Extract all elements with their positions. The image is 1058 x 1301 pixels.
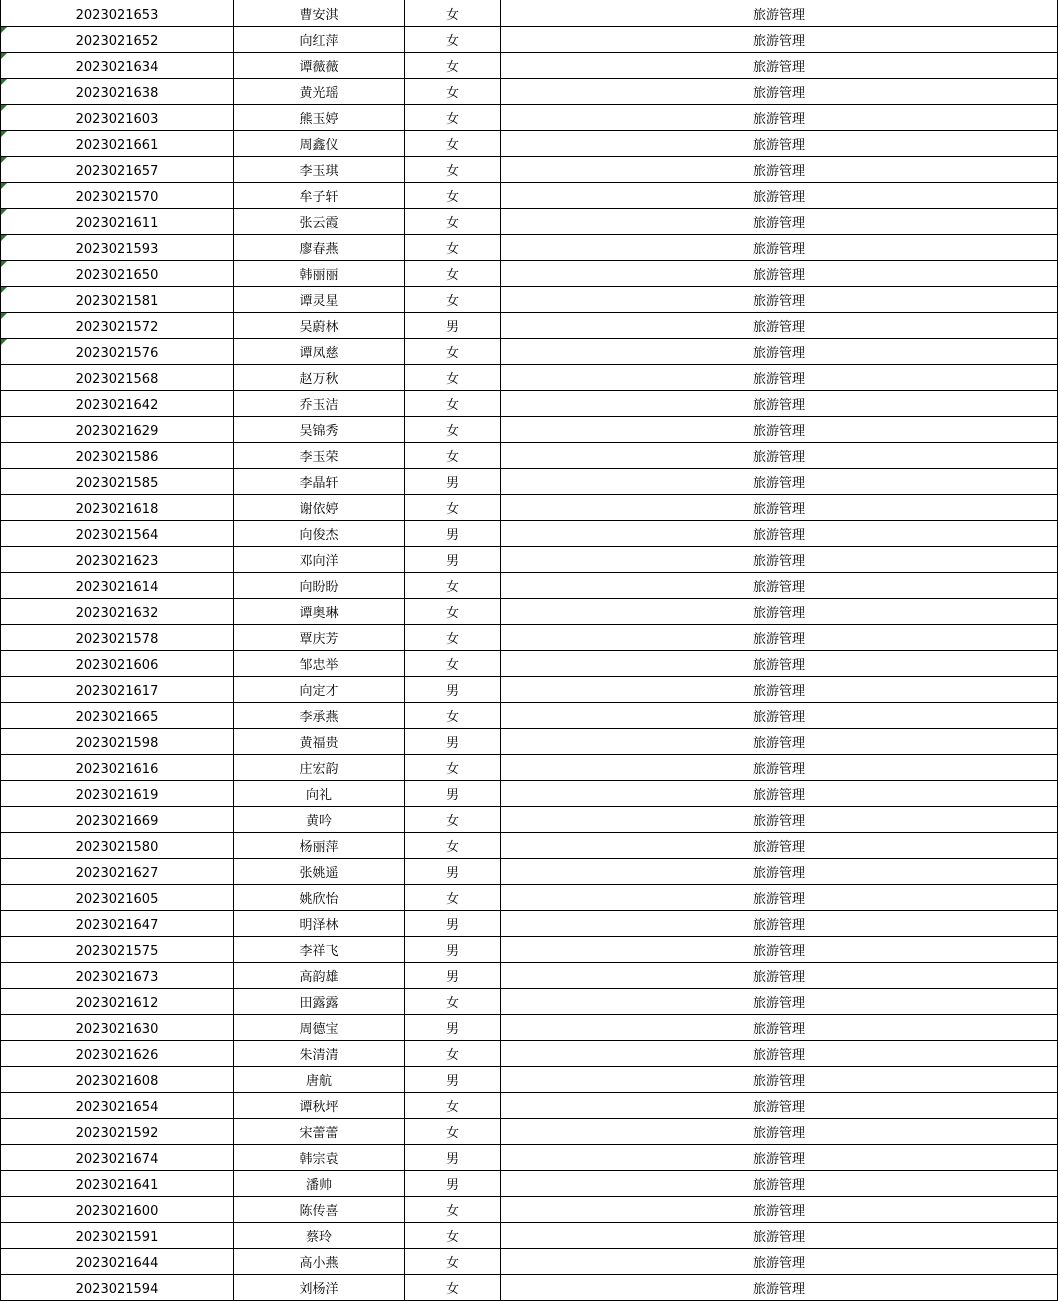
gender-cell[interactable]: 女 <box>405 1275 501 1301</box>
student-name-cell[interactable]: 李晶轩 <box>234 469 405 495</box>
student-id-cell[interactable]: 2023021647 <box>1 911 234 937</box>
gender-cell[interactable]: 女 <box>405 989 501 1015</box>
table-row <box>1 1223 1058 1249</box>
major-cell[interactable]: 旅游管理 <box>501 391 1058 417</box>
table-row <box>1 963 1058 989</box>
table-row <box>1 625 1058 651</box>
major-cell[interactable]: 旅游管理 <box>501 365 1058 391</box>
student-name-cell[interactable]: 廖春燕 <box>234 235 405 261</box>
student-id-cell[interactable]: 2023021580 <box>1 833 234 859</box>
gender-cell[interactable]: 女 <box>405 885 501 911</box>
gender-cell[interactable]: 女 <box>405 27 501 53</box>
table-row <box>1 261 1058 287</box>
gender-cell[interactable]: 女 <box>405 1223 501 1249</box>
table-row <box>1 885 1058 911</box>
major-cell[interactable]: 旅游管理 <box>501 651 1058 677</box>
major-cell[interactable]: 旅游管理 <box>501 0 1058 27</box>
major-cell[interactable]: 旅游管理 <box>501 1249 1058 1275</box>
student-name-cell[interactable]: 吴蔚林 <box>234 313 405 339</box>
student-id-cell[interactable]: 2023021618 <box>1 495 234 521</box>
student-id-cell[interactable]: 2023021572 <box>1 313 234 339</box>
major-cell[interactable]: 旅游管理 <box>501 261 1058 287</box>
gender-cell[interactable]: 男 <box>405 1067 501 1093</box>
student-id-cell[interactable]: 2023021594 <box>1 1275 234 1301</box>
major-cell[interactable]: 旅游管理 <box>501 937 1058 963</box>
student-name-cell[interactable]: 吴锦秀 <box>234 417 405 443</box>
student-id-cell[interactable]: 2023021608 <box>1 1067 234 1093</box>
major-cell[interactable]: 旅游管理 <box>501 573 1058 599</box>
student-id-cell[interactable]: 2023021657 <box>1 157 234 183</box>
major-cell[interactable]: 旅游管理 <box>501 1223 1058 1249</box>
table-row <box>1 365 1058 391</box>
major-cell[interactable]: 旅游管理 <box>501 27 1058 53</box>
table-row <box>1 1197 1058 1223</box>
student-name-cell[interactable]: 陈传喜 <box>234 1197 405 1223</box>
student-id-cell[interactable]: 2023021598 <box>1 729 234 755</box>
student-id-cell[interactable]: 2023021632 <box>1 599 234 625</box>
table-row <box>1 729 1058 755</box>
major-cell[interactable]: 旅游管理 <box>501 339 1058 365</box>
major-cell[interactable]: 旅游管理 <box>501 755 1058 781</box>
student-id-cell[interactable]: 2023021673 <box>1 963 234 989</box>
major-cell[interactable]: 旅游管理 <box>501 885 1058 911</box>
table-row <box>1 157 1058 183</box>
table-row <box>1 859 1058 885</box>
student-name-cell[interactable]: 周鑫仪 <box>234 131 405 157</box>
gender-cell[interactable]: 男 <box>405 937 501 963</box>
gender-cell[interactable]: 男 <box>405 729 501 755</box>
table-row <box>1 0 1058 27</box>
table-row <box>1 1093 1058 1119</box>
major-cell[interactable]: 旅游管理 <box>501 1041 1058 1067</box>
student-id-cell[interactable]: 2023021576 <box>1 339 234 365</box>
student-id-cell[interactable]: 2023021652 <box>1 27 234 53</box>
student-name-cell[interactable]: 赵万秋 <box>234 365 405 391</box>
student-id-cell[interactable]: 2023021611 <box>1 209 234 235</box>
student-name-cell[interactable]: 韩宗袁 <box>234 1145 405 1171</box>
major-cell[interactable]: 旅游管理 <box>501 1275 1058 1301</box>
major-cell[interactable]: 旅游管理 <box>501 989 1058 1015</box>
gender-cell[interactable]: 女 <box>405 339 501 365</box>
gender-cell[interactable]: 女 <box>405 391 501 417</box>
table-row <box>1 1171 1058 1197</box>
student-name-cell[interactable]: 熊玉婷 <box>234 105 405 131</box>
table-row <box>1 989 1058 1015</box>
student-name-cell[interactable]: 黄福贵 <box>234 729 405 755</box>
gender-cell[interactable]: 女 <box>405 495 501 521</box>
student-id-cell[interactable]: 2023021593 <box>1 235 234 261</box>
major-cell[interactable]: 旅游管理 <box>501 79 1058 105</box>
table-row <box>1 573 1058 599</box>
major-cell[interactable]: 旅游管理 <box>501 677 1058 703</box>
student-id-cell[interactable]: 2023021627 <box>1 859 234 885</box>
table-row <box>1 53 1058 79</box>
table-row <box>1 1275 1058 1301</box>
student-name-cell[interactable]: 向俊杰 <box>234 521 405 547</box>
table-row <box>1 911 1058 937</box>
major-cell[interactable]: 旅游管理 <box>501 313 1058 339</box>
student-id-cell[interactable]: 2023021617 <box>1 677 234 703</box>
student-id-cell[interactable]: 2023021654 <box>1 1093 234 1119</box>
student-name-cell[interactable]: 杨丽萍 <box>234 833 405 859</box>
major-cell[interactable]: 旅游管理 <box>501 157 1058 183</box>
table-row <box>1 521 1058 547</box>
table-row <box>1 131 1058 157</box>
table-row <box>1 1249 1058 1275</box>
gender-cell[interactable]: 男 <box>405 781 501 807</box>
student-name-cell[interactable]: 向礼 <box>234 781 405 807</box>
major-cell[interactable]: 旅游管理 <box>501 963 1058 989</box>
major-cell[interactable]: 旅游管理 <box>501 911 1058 937</box>
student-name-cell[interactable]: 韩丽丽 <box>234 261 405 287</box>
table-row <box>1 1015 1058 1041</box>
student-id-cell[interactable]: 2023021629 <box>1 417 234 443</box>
major-cell[interactable]: 旅游管理 <box>501 53 1058 79</box>
student-id-cell[interactable]: 2023021619 <box>1 781 234 807</box>
table-row <box>1 833 1058 859</box>
gender-cell[interactable]: 女 <box>405 209 501 235</box>
student-name-cell[interactable]: 庄宏韵 <box>234 755 405 781</box>
table-row <box>1 105 1058 131</box>
major-cell[interactable]: 旅游管理 <box>501 183 1058 209</box>
student-name-cell[interactable]: 高小燕 <box>234 1249 405 1275</box>
student-id-cell[interactable]: 2023021603 <box>1 105 234 131</box>
student-name-cell[interactable]: 刘杨洋 <box>234 1275 405 1301</box>
gender-cell[interactable]: 女 <box>405 1093 501 1119</box>
student-name-cell[interactable]: 黄光瑶 <box>234 79 405 105</box>
table-row <box>1 1145 1058 1171</box>
gender-cell[interactable]: 女 <box>405 755 501 781</box>
major-cell[interactable]: 旅游管理 <box>501 781 1058 807</box>
student-name-cell[interactable]: 黄吟 <box>234 807 405 833</box>
major-cell[interactable]: 旅游管理 <box>501 1171 1058 1197</box>
student-name-cell[interactable]: 张云霞 <box>234 209 405 235</box>
gender-cell[interactable]: 男 <box>405 1145 501 1171</box>
table-row <box>1 79 1058 105</box>
gender-cell[interactable]: 女 <box>405 625 501 651</box>
table-row <box>1 1119 1058 1145</box>
major-cell[interactable]: 旅游管理 <box>501 859 1058 885</box>
table-row <box>1 235 1058 261</box>
major-cell[interactable]: 旅游管理 <box>501 703 1058 729</box>
gender-cell[interactable]: 女 <box>405 651 501 677</box>
table-row <box>1 443 1058 469</box>
student-name-cell[interactable]: 潘帅 <box>234 1171 405 1197</box>
student-id-cell[interactable]: 2023021614 <box>1 573 234 599</box>
gender-cell[interactable]: 男 <box>405 677 501 703</box>
table-row <box>1 209 1058 235</box>
student-name-cell[interactable]: 明泽林 <box>234 911 405 937</box>
major-cell[interactable]: 旅游管理 <box>501 209 1058 235</box>
table-row <box>1 547 1058 573</box>
student-name-cell[interactable]: 蔡玲 <box>234 1223 405 1249</box>
major-cell[interactable]: 旅游管理 <box>501 1067 1058 1093</box>
gender-cell[interactable]: 女 <box>405 235 501 261</box>
major-cell[interactable]: 旅游管理 <box>501 235 1058 261</box>
major-cell[interactable]: 旅游管理 <box>501 417 1058 443</box>
major-cell[interactable]: 旅游管理 <box>501 105 1058 131</box>
student-id-cell[interactable]: 2023021642 <box>1 391 234 417</box>
student-name-cell[interactable]: 张姚遥 <box>234 859 405 885</box>
table-row <box>1 417 1058 443</box>
student-id-cell[interactable]: 2023021568 <box>1 365 234 391</box>
major-cell[interactable]: 旅游管理 <box>501 287 1058 313</box>
student-id-cell[interactable]: 2023021564 <box>1 521 234 547</box>
gender-cell[interactable]: 女 <box>405 703 501 729</box>
major-cell[interactable]: 旅游管理 <box>501 443 1058 469</box>
table-row <box>1 469 1058 495</box>
student-name-cell[interactable]: 李承燕 <box>234 703 405 729</box>
student-id-cell[interactable]: 2023021586 <box>1 443 234 469</box>
gender-cell[interactable]: 男 <box>405 1015 501 1041</box>
gender-cell[interactable]: 男 <box>405 859 501 885</box>
major-cell[interactable]: 旅游管理 <box>501 495 1058 521</box>
gender-cell[interactable]: 女 <box>405 833 501 859</box>
major-cell[interactable]: 旅游管理 <box>501 625 1058 651</box>
table-row <box>1 937 1058 963</box>
student-name-cell[interactable]: 周德宝 <box>234 1015 405 1041</box>
student-id-cell[interactable]: 2023021665 <box>1 703 234 729</box>
gender-cell[interactable]: 女 <box>405 131 501 157</box>
student-id-cell[interactable]: 2023021585 <box>1 469 234 495</box>
student-id-cell[interactable]: 2023021626 <box>1 1041 234 1067</box>
table-row <box>1 807 1058 833</box>
student-name-cell[interactable]: 唐航 <box>234 1067 405 1093</box>
major-cell[interactable]: 旅游管理 <box>501 469 1058 495</box>
table-row <box>1 495 1058 521</box>
student-name-cell[interactable]: 宋蕾蕾 <box>234 1119 405 1145</box>
student-name-cell[interactable]: 谢依婷 <box>234 495 405 521</box>
student-name-cell[interactable]: 向定才 <box>234 677 405 703</box>
gender-cell[interactable]: 男 <box>405 1171 501 1197</box>
gender-cell[interactable]: 女 <box>405 443 501 469</box>
student-name-cell[interactable]: 邹忠举 <box>234 651 405 677</box>
gender-cell[interactable]: 女 <box>405 79 501 105</box>
student-name-cell[interactable]: 李玉荣 <box>234 443 405 469</box>
student-id-cell[interactable]: 2023021630 <box>1 1015 234 1041</box>
gender-cell[interactable]: 女 <box>405 365 501 391</box>
major-cell[interactable]: 旅游管理 <box>501 1119 1058 1145</box>
table-row <box>1 27 1058 53</box>
major-cell[interactable]: 旅游管理 <box>501 131 1058 157</box>
table-row <box>1 755 1058 781</box>
student-id-cell[interactable]: 2023021661 <box>1 131 234 157</box>
table-row <box>1 703 1058 729</box>
major-cell[interactable]: 旅游管理 <box>501 1015 1058 1041</box>
table-row <box>1 677 1058 703</box>
student-id-cell[interactable]: 2023021653 <box>1 0 234 27</box>
student-name-cell[interactable]: 谭薇薇 <box>234 53 405 79</box>
table-body <box>1 0 1058 1301</box>
student-id-cell[interactable]: 2023021578 <box>1 625 234 651</box>
student-name-cell[interactable]: 乔玉洁 <box>234 391 405 417</box>
table-row <box>1 651 1058 677</box>
student-id-cell[interactable]: 2023021644 <box>1 1249 234 1275</box>
gender-cell[interactable]: 女 <box>405 261 501 287</box>
gender-cell[interactable]: 女 <box>405 417 501 443</box>
student-id-cell[interactable]: 2023021623 <box>1 547 234 573</box>
table-row <box>1 313 1058 339</box>
student-name-cell[interactable]: 李祥飞 <box>234 937 405 963</box>
student-id-cell[interactable]: 2023021641 <box>1 1171 234 1197</box>
student-name-cell[interactable]: 谭秋坪 <box>234 1093 405 1119</box>
student-id-cell[interactable]: 2023021600 <box>1 1197 234 1223</box>
student-id-cell[interactable]: 2023021605 <box>1 885 234 911</box>
gender-cell[interactable]: 女 <box>405 287 501 313</box>
gender-cell[interactable]: 女 <box>405 599 501 625</box>
major-cell[interactable]: 旅游管理 <box>501 1145 1058 1171</box>
student-id-cell[interactable]: 2023021669 <box>1 807 234 833</box>
student-name-cell[interactable]: 谭奥琳 <box>234 599 405 625</box>
gender-cell[interactable]: 女 <box>405 807 501 833</box>
gender-cell[interactable]: 男 <box>405 963 501 989</box>
student-id-cell[interactable]: 2023021581 <box>1 287 234 313</box>
student-id-cell[interactable]: 2023021634 <box>1 53 234 79</box>
student-name-cell[interactable]: 覃庆芳 <box>234 625 405 651</box>
gender-cell[interactable]: 男 <box>405 313 501 339</box>
gender-cell[interactable]: 女 <box>405 105 501 131</box>
gender-cell[interactable]: 男 <box>405 469 501 495</box>
gender-cell[interactable]: 女 <box>405 1119 501 1145</box>
table-row <box>1 183 1058 209</box>
student-name-cell[interactable]: 牟子轩 <box>234 183 405 209</box>
student-id-cell[interactable]: 2023021612 <box>1 989 234 1015</box>
student-id-cell[interactable]: 2023021591 <box>1 1223 234 1249</box>
table-row <box>1 781 1058 807</box>
table-row <box>1 1041 1058 1067</box>
gender-cell[interactable]: 女 <box>405 1197 501 1223</box>
student-name-cell[interactable]: 姚欣怡 <box>234 885 405 911</box>
student-id-cell[interactable]: 2023021638 <box>1 79 234 105</box>
student-name-cell[interactable]: 谭凤慈 <box>234 339 405 365</box>
gender-cell[interactable]: 女 <box>405 1249 501 1275</box>
major-cell[interactable]: 旅游管理 <box>501 833 1058 859</box>
student-name-cell[interactable]: 谭灵星 <box>234 287 405 313</box>
student-id-cell[interactable]: 2023021570 <box>1 183 234 209</box>
major-cell[interactable]: 旅游管理 <box>501 729 1058 755</box>
student-name-cell[interactable]: 田露露 <box>234 989 405 1015</box>
gender-cell[interactable]: 女 <box>405 53 501 79</box>
student-id-cell[interactable]: 2023021575 <box>1 937 234 963</box>
major-cell[interactable]: 旅游管理 <box>501 547 1058 573</box>
student-id-cell[interactable]: 2023021616 <box>1 755 234 781</box>
student-name-cell[interactable]: 朱清清 <box>234 1041 405 1067</box>
major-cell[interactable]: 旅游管理 <box>501 1093 1058 1119</box>
student-id-cell[interactable]: 2023021606 <box>1 651 234 677</box>
gender-cell[interactable]: 男 <box>405 911 501 937</box>
table-row <box>1 287 1058 313</box>
gender-cell[interactable]: 女 <box>405 573 501 599</box>
major-cell[interactable]: 旅游管理 <box>501 599 1058 625</box>
student-id-cell[interactable]: 2023021650 <box>1 261 234 287</box>
gender-cell[interactable]: 女 <box>405 157 501 183</box>
student-id-cell[interactable]: 2023021592 <box>1 1119 234 1145</box>
student-name-cell[interactable]: 邓向洋 <box>234 547 405 573</box>
student-name-cell[interactable]: 曹安淇 <box>234 0 405 27</box>
gender-cell[interactable]: 女 <box>405 1041 501 1067</box>
student-name-cell[interactable]: 向盼盼 <box>234 573 405 599</box>
student-id-cell[interactable]: 2023021674 <box>1 1145 234 1171</box>
table-row <box>1 391 1058 417</box>
table-row <box>1 1067 1058 1093</box>
major-cell[interactable]: 旅游管理 <box>501 521 1058 547</box>
table-row <box>1 599 1058 625</box>
gender-cell[interactable]: 男 <box>405 521 501 547</box>
major-cell[interactable]: 旅游管理 <box>501 807 1058 833</box>
gender-cell[interactable]: 女 <box>405 0 501 27</box>
student-name-cell[interactable]: 李玉琪 <box>234 157 405 183</box>
table-row <box>1 339 1058 365</box>
gender-cell[interactable]: 女 <box>405 183 501 209</box>
major-cell[interactable]: 旅游管理 <box>501 1197 1058 1223</box>
gender-cell[interactable]: 男 <box>405 547 501 573</box>
student-name-cell[interactable]: 高韵雄 <box>234 963 405 989</box>
student-name-cell[interactable]: 向红萍 <box>234 27 405 53</box>
